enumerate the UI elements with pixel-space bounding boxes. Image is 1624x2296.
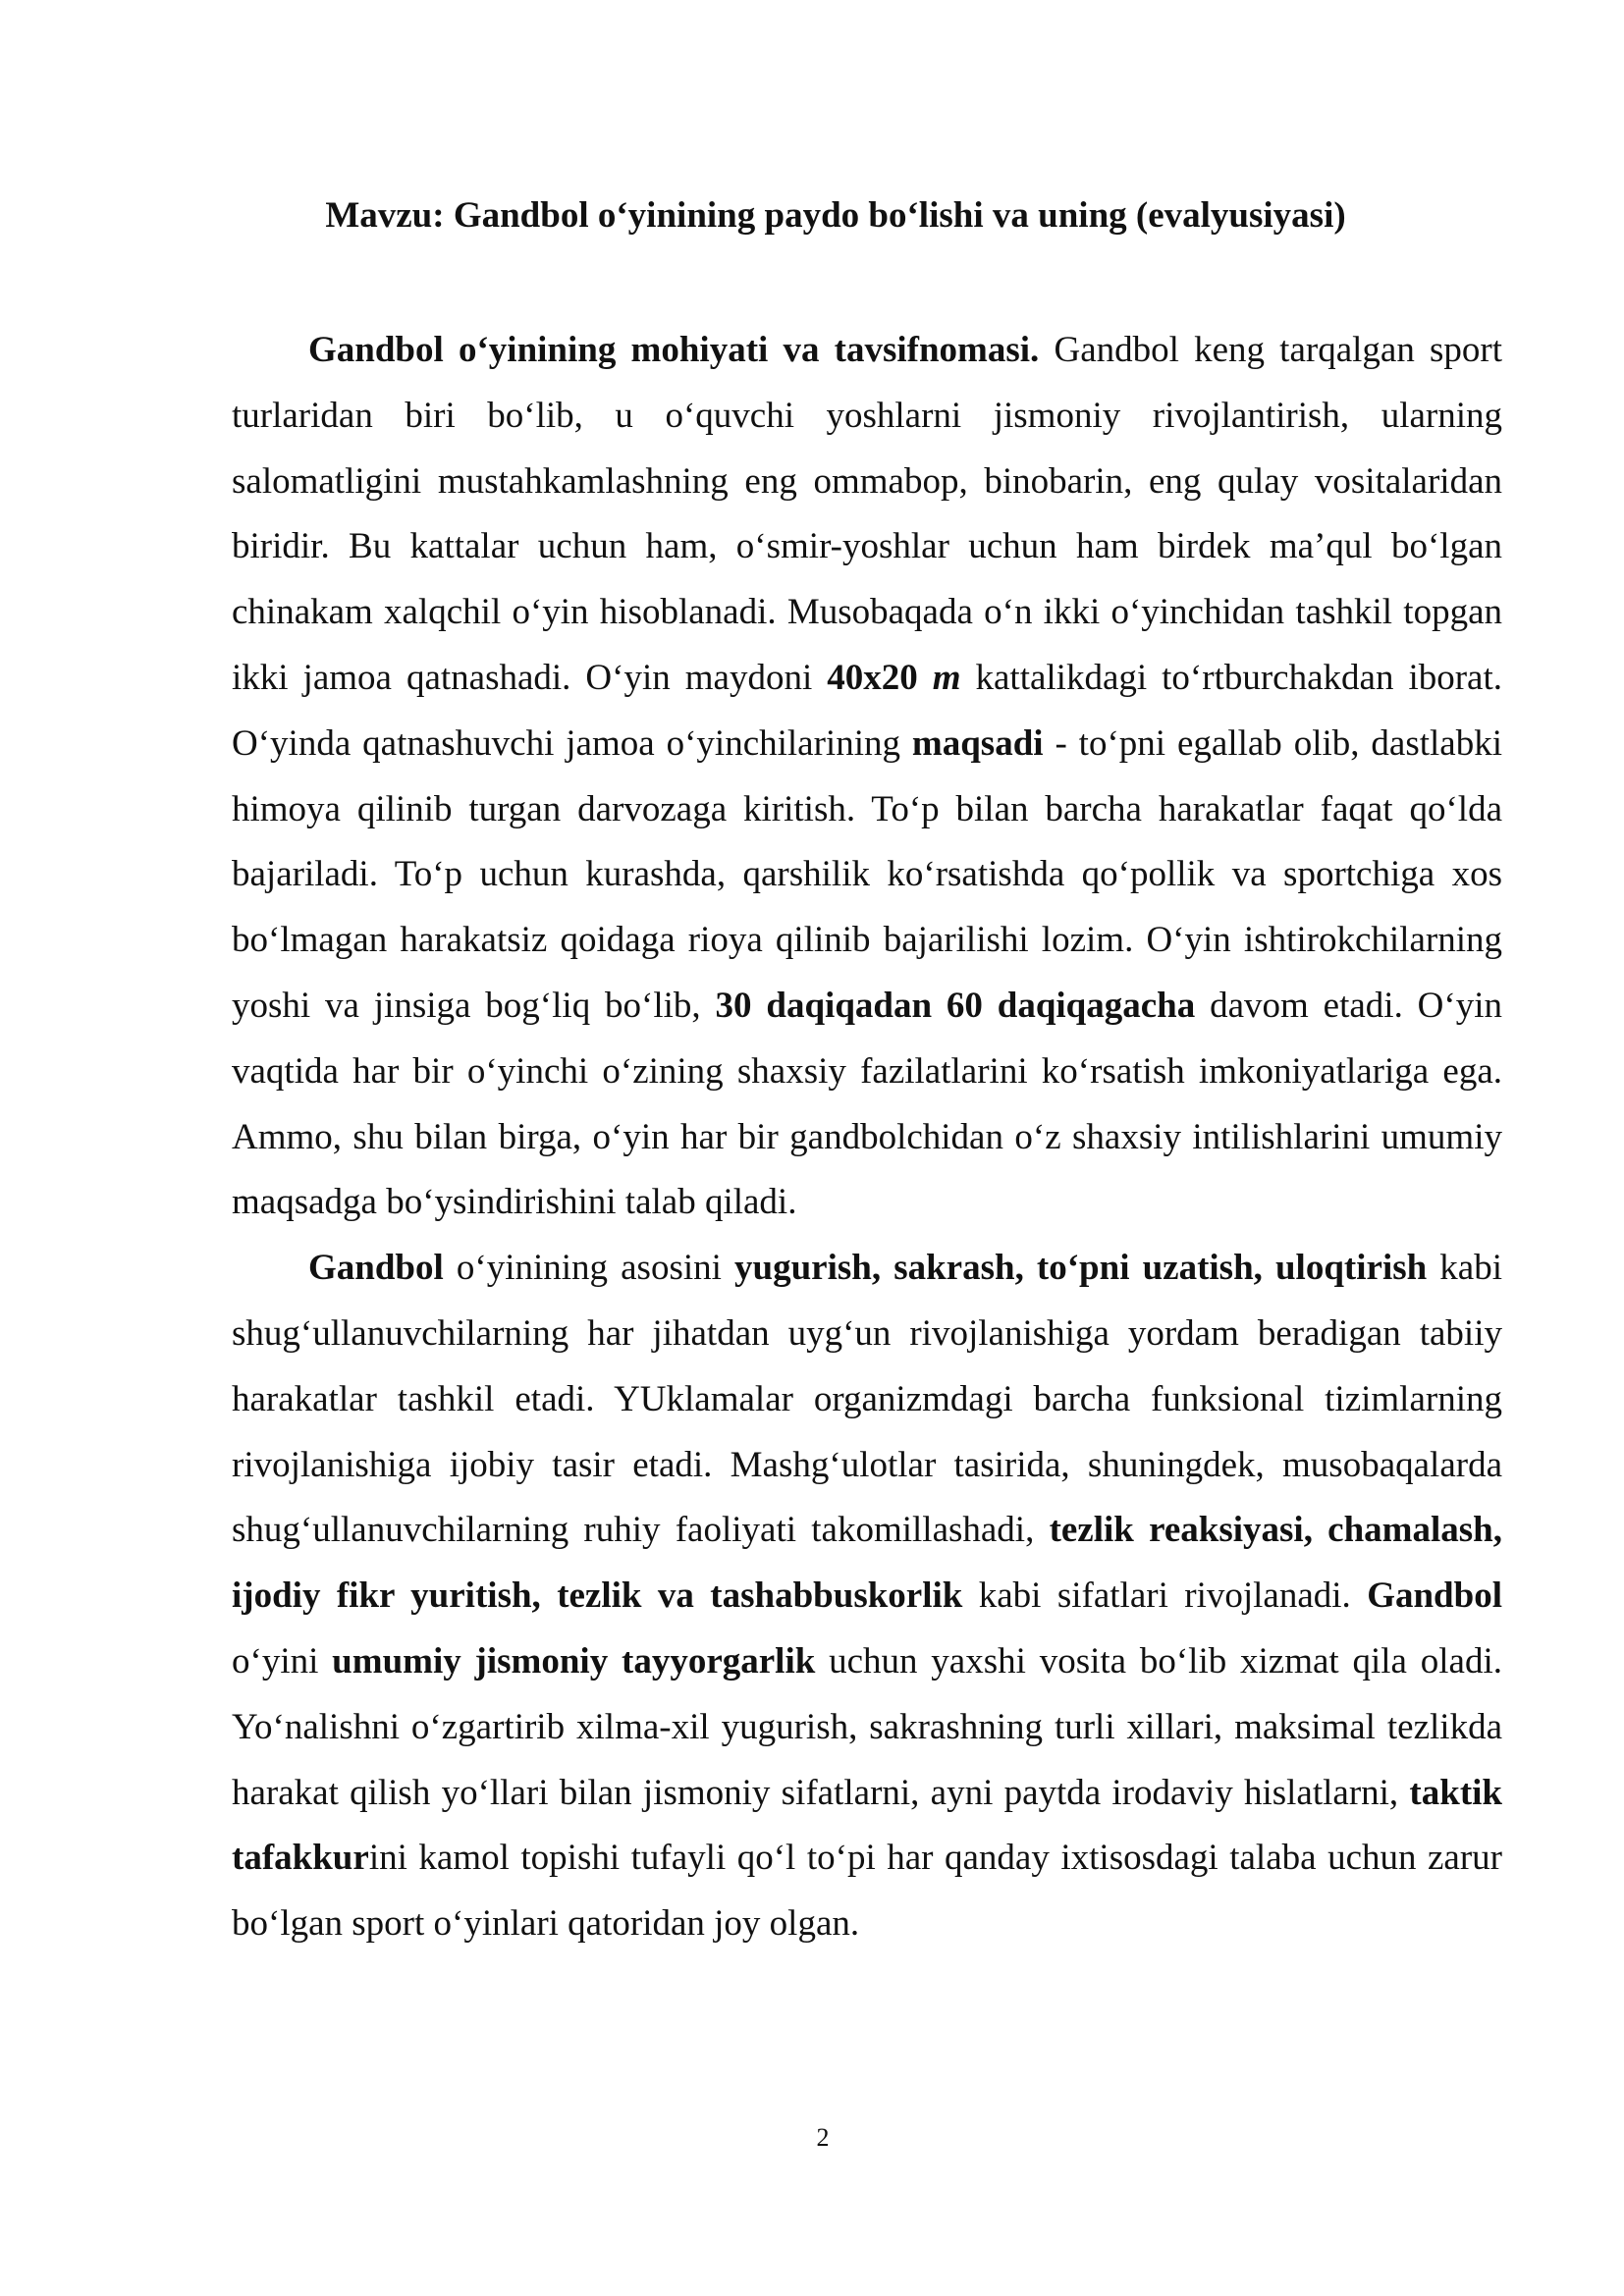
text-segment: ini kamol topishi tufayli qo‘l to‘pi har qanday ixtisosdagi talaba uchun zarur bo‘lgan sport o‘yinlari qatoridan joy olgan.	[232, 1838, 1502, 1945]
game-duration: 30 daqiqadan 60 daqiqagacha	[715, 985, 1196, 1026]
text-segment: davom etadi. O‘yin vaqtida har bir o‘yinchi o‘zining shaxsiy fazilatlarini ko‘rsatish imkoniyatlariga ega. Ammo, shu bilan birga, o‘yin har bir gandbolchidan o‘z shaxsiy intilishlarini umumiy maqsadga bo‘ysindirishini talab qiladi.	[232, 985, 1502, 1223]
document-title: Mavzu: Gandbol o‘yinining paydo bo‘lishi va uning (evalyusiyasi)	[325, 195, 1346, 236]
keyword-gandbol: Gandbol	[308, 1248, 444, 1289]
paragraph-essence	[232, 318, 1502, 1236]
document-body	[232, 318, 1502, 1957]
text-segment: uchun yaxshi vosita bo‘lib xizmat qila oladi. Yo‘nalishni o‘zgartirib xilma-xil yugurish, sakrashning turli xillari, maksimal tezlikda harakat qilish yo‘llari bilan jismoniy sifatlarni, ayni paytda irodaviy hislatlarni,	[232, 1640, 1502, 1813]
text-segment: - to‘pni egallab olib, dastlabki himoya qilinib turgan darvozaga kiritish. To‘p bilan barcha harakatlar faqat qo‘lda bajariladi. To‘p uchun kurashda, qarshilik ko‘rsatishda qo‘pollik va sportchiga xos bo‘lmagan harakatsiz qoidaga rioya qilinib bajarilishi lozim. O‘yin ishtirokchilarning yoshi va jinsiga bog‘liq bo‘lib,	[232, 722, 1502, 1026]
keyword-movements: yugurish, sakrash, to‘pni uzatish, uloqtirish	[734, 1248, 1428, 1289]
goal-keyword: maqsadi	[911, 722, 1044, 764]
text-segment: kabi shug‘ullanuvchilarning har jihatdan uyg‘un rivojlanishiga yordam beradigan tabiiy harakatlar tashkil etadi. YUklamalar organizmdagi barcha funksional tizimlarning rivojlanishiga ijobiy tasir etadi. Mashg‘ulotlar tasirida, shuningdek, musobaqalarda shug‘ullanuvchilarning ruhiy faoliyati takomillashadi,	[232, 1248, 1502, 1551]
keyword-general-training: umumiy jismoniy tayyorgarlik	[332, 1640, 816, 1682]
text-segment: kabi sifatlari rivojlanadi.	[962, 1575, 1368, 1617]
paragraph-basis	[232, 1236, 1502, 1957]
keyword-tactical-thinking: taktik tafakkur	[232, 1772, 1502, 1879]
text-segment: o‘yini	[232, 1640, 333, 1682]
field-size-value: 40x20	[827, 657, 933, 698]
text-segment: Gandbol keng tarqalgan sport turlaridan biri bo‘lib, u o‘quvchi yoshlarni jismoniy rivojlantirish, ularning salomatligini mustahkamlashning eng ommabop, binobarin, eng qulay vositalaridan biridir. Bu kattalar uchun ham, o‘smir-yoshlar uchun ham birdek ma’qul bo‘lgan chinakam xalqchil o‘yin hisoblanadi. Musobaqada o‘n ikki o‘yinchidan tashkil topgan ikki jamoa qatnashadi. O‘yin maydoni	[232, 330, 1502, 698]
page-number: 2	[816, 2123, 830, 2152]
keyword-gandbol: Gandbol	[1367, 1575, 1502, 1617]
paragraph-heading: Gandbol o‘yinining mohiyati va tavsifnomasi.	[308, 330, 1040, 370]
text-segment: o‘yinining asosini	[443, 1248, 735, 1289]
field-size-unit: m	[932, 657, 961, 698]
text-segment: kattalikdagi to‘rtburchakdan iborat. O‘yinda qatnashuvchi jamoa o‘yinchilarining	[232, 657, 1502, 764]
keyword-qualities: tezlik reaksiyasi, chamalash, ijodiy fikr yuritish, tezlik va tashabbuskorlik	[232, 1510, 1502, 1617]
